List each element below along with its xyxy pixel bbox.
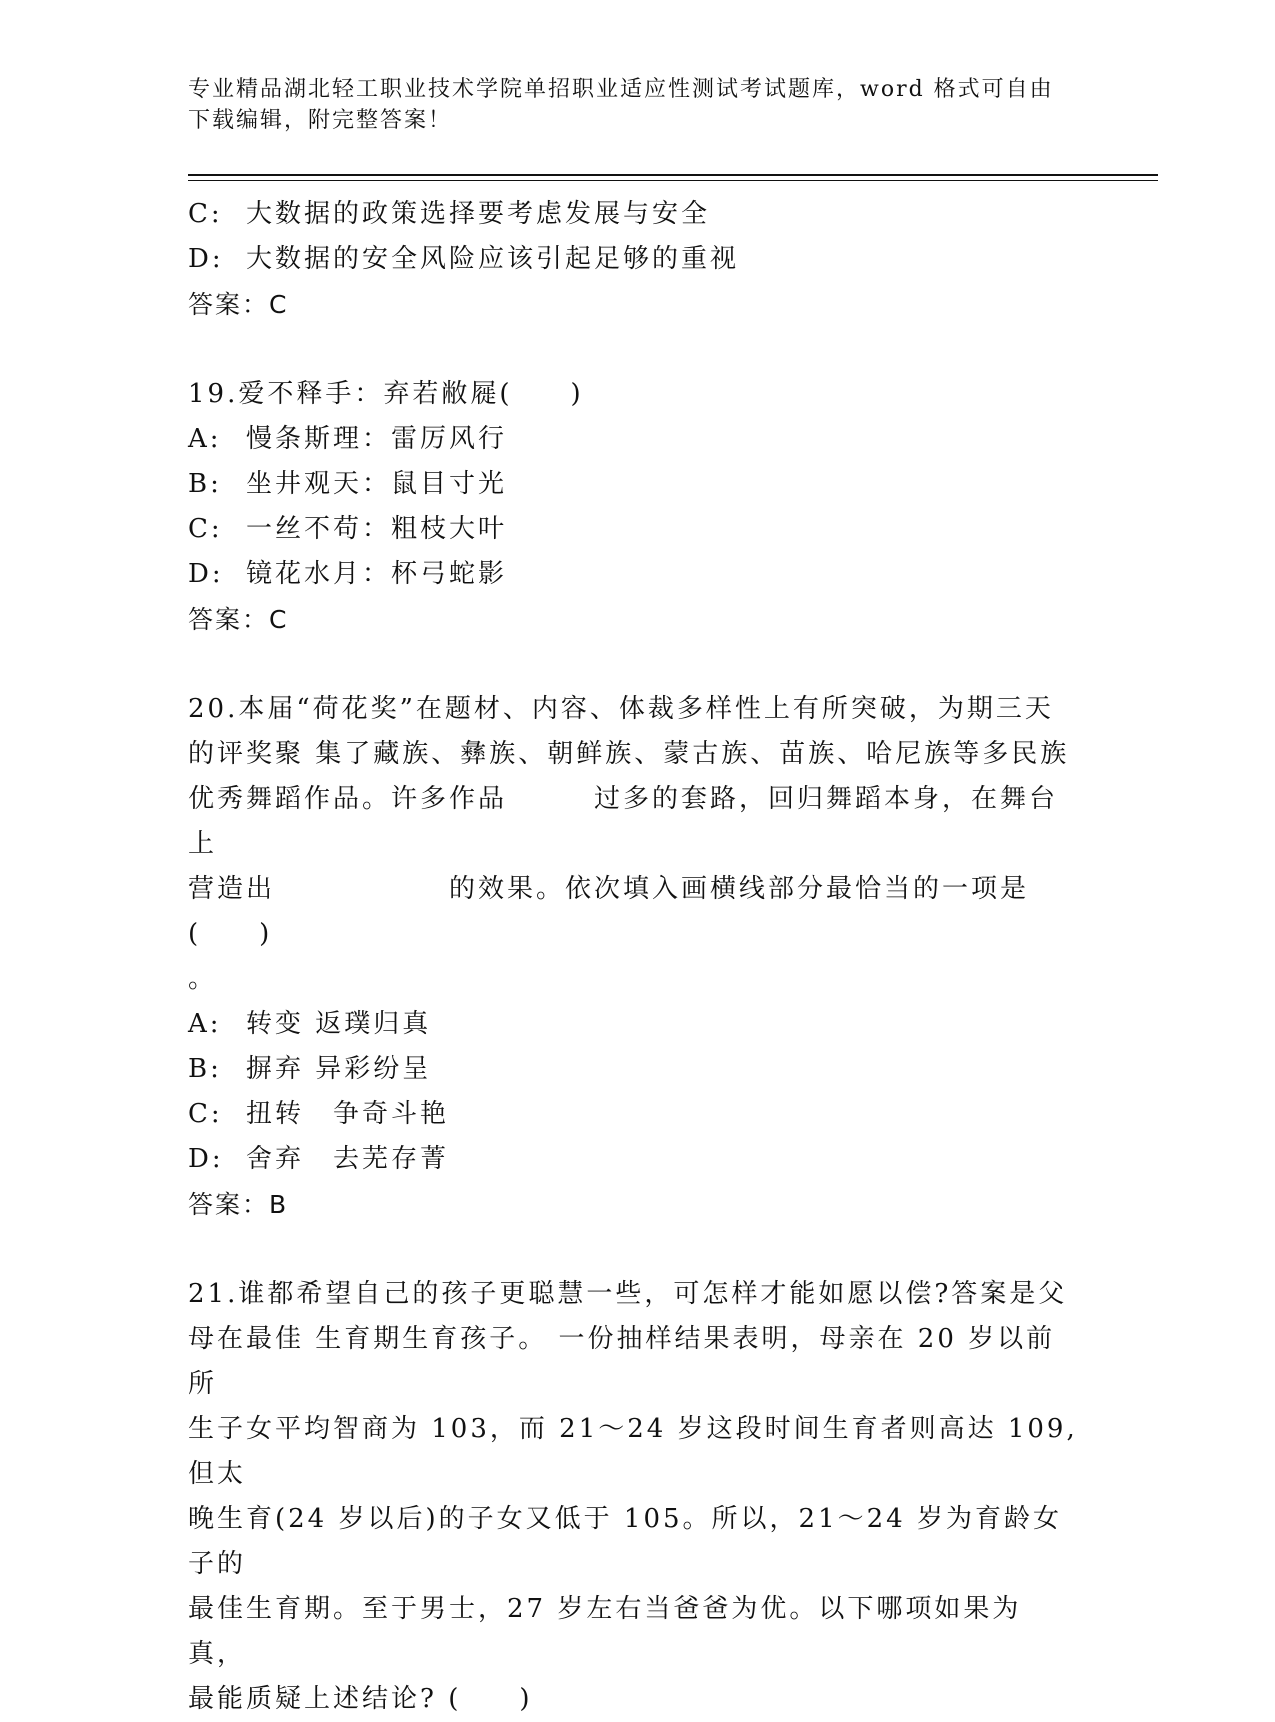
stem-line: 最佳生育期。至于男士，27 岁左右当爸爸为优。以下哪项如果为真，	[188, 1594, 1022, 1669]
answer-line: 答案：C	[188, 605, 289, 634]
stem-line: 生子女平均智商为 103，而 21～24 岁这段时间生育者则高达 109,但太	[188, 1414, 1078, 1489]
option-b	[188, 1047, 1078, 1092]
header-text: 专业精品湖北轻工职业技术学院单招职业适应性测试考试题库，word 格式可自由下载编辑，附完整答案！	[188, 77, 1054, 133]
question-21-stem	[188, 1272, 1078, 1722]
option-a	[188, 417, 1078, 462]
option-text: 舍弃 去芜存菁	[246, 1144, 450, 1174]
stem-line: 的评奖聚 集了藏族、彝族、朝鲜族、蒙古族、苗族、哈尼族等多民族	[188, 739, 1070, 769]
option-b	[188, 462, 1078, 507]
option-text: 坐井观天：鼠目寸光	[246, 469, 508, 499]
option-text: 转变 返璞归真	[246, 1009, 432, 1039]
stem-line: 营造出 的效果。依次填入画横线部分最恰当的一项是( )	[188, 874, 1030, 949]
stem-line: 最能质疑上述结论? ( )	[188, 1684, 533, 1714]
option-text: 扭转 争奇斗艳	[246, 1099, 450, 1129]
option-label: B:	[188, 1054, 222, 1084]
option-label: D:	[188, 244, 224, 274]
option-label: D:	[188, 559, 224, 589]
option-a	[188, 1002, 1078, 1047]
option-label: C:	[188, 514, 223, 544]
option-label: A:	[188, 424, 222, 454]
question-20-stem	[188, 687, 1078, 1002]
header-rule-thin	[188, 180, 1158, 181]
option-text: 慢条斯理：雷厉风行	[246, 424, 508, 454]
option-text: 大数据的安全风险应该引起足够的重视	[246, 244, 740, 274]
option-d	[188, 552, 1078, 597]
option-text: 镜花水月：杯弓蛇影	[246, 559, 508, 589]
stem-line: 20.本届“荷花奖”在题材、内容、体裁多样性上有所突破，为期三天	[188, 694, 1054, 724]
stem-line: 母在最佳 生育期生育孩子。 一份抽样结果表明，母亲在 20 岁以前所	[188, 1324, 1056, 1399]
option-label: C:	[188, 199, 223, 229]
header-rule-thick	[188, 174, 1158, 176]
answer-line: 答案：B	[188, 1190, 289, 1219]
option-text: 摒弃 异彩纷呈	[246, 1054, 432, 1084]
option-label: D:	[188, 1144, 224, 1174]
option-label: C:	[188, 1099, 223, 1129]
stem-line: 。	[188, 964, 218, 994]
option-d	[188, 1137, 1078, 1182]
option-c	[188, 507, 1078, 552]
option-label: A:	[188, 1009, 222, 1039]
stem-line: 21.谁都希望自己的孩子更聪慧一些，可怎样才能如愿以偿?答案是父	[188, 1279, 1068, 1309]
option-d	[188, 237, 1078, 282]
document-header	[188, 74, 1068, 136]
question-19-stem: 19.爱不释手：弃若敝屣( )	[188, 379, 584, 409]
answer-line: 答案：C	[188, 290, 289, 319]
question-content	[188, 192, 1078, 1722]
option-c	[188, 192, 1078, 237]
option-c	[188, 1092, 1078, 1137]
option-text: 大数据的政策选择要考虑发展与安全	[246, 199, 711, 229]
option-label: B:	[188, 469, 222, 499]
stem-line: 晚生育(24 岁以后)的子女又低于 105。所以，21～24 岁为育龄女子的	[188, 1504, 1062, 1579]
stem-line: 优秀舞蹈作品。许多作品 过多的套路，回归舞蹈本身，在舞台上	[188, 784, 1059, 859]
option-text: 一丝不苟：粗枝大叶	[246, 514, 508, 544]
